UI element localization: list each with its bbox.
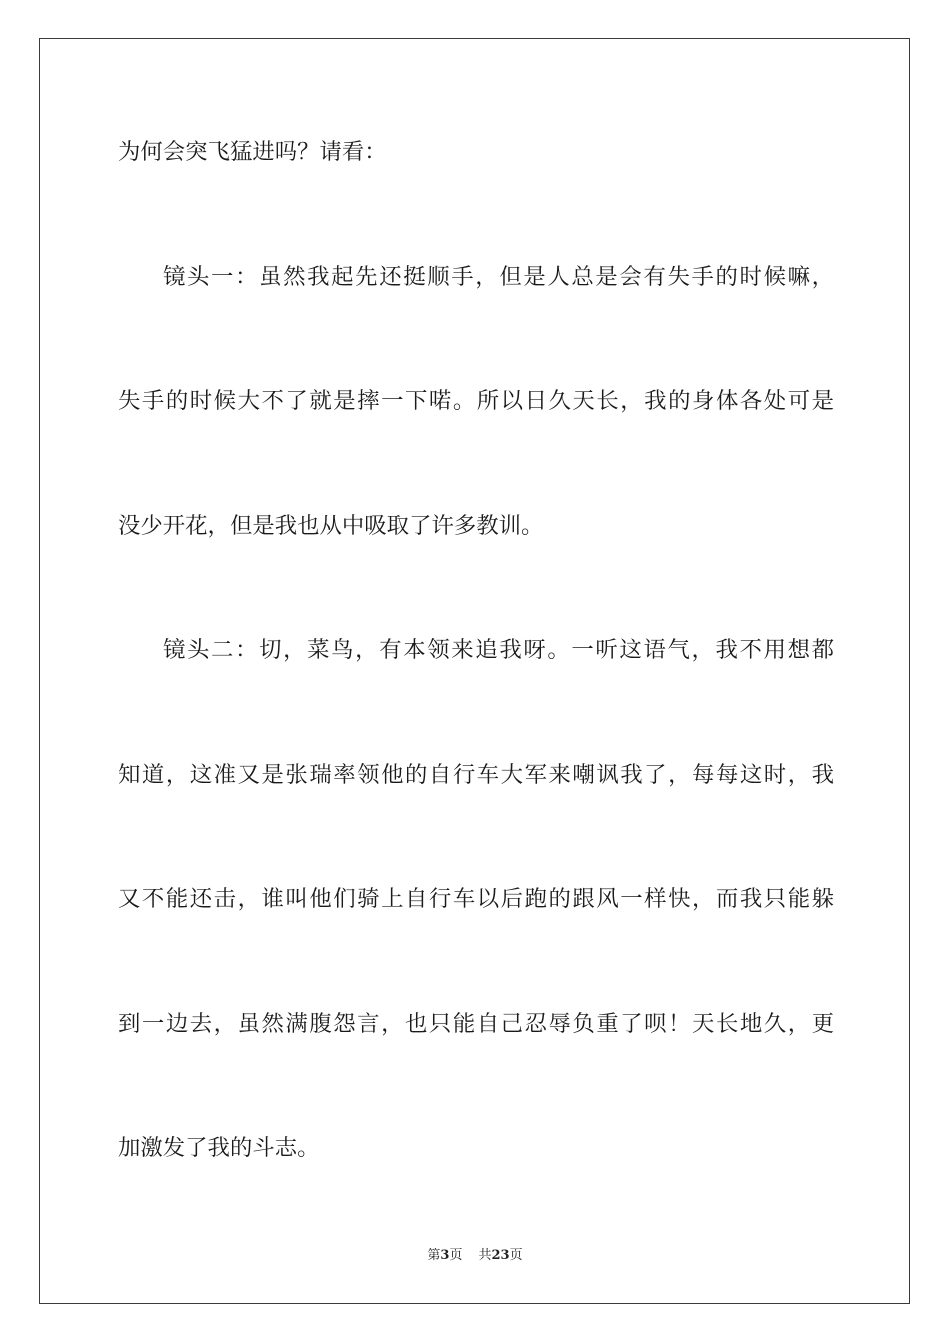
text-line-8: 到一边去，虽然满腹怨言，也只能自己忍辱负重了呗！天长地久，更 [118,1011,834,1037]
page-footer [0,1247,950,1265]
total-suffix: 页 [509,1248,523,1263]
text-line-4: 没少开花，但是我也从中吸取了许多教训。 [118,513,544,539]
text-line-1: 为何会突飞猛进吗？请看： [118,139,387,165]
page-number: 3 [440,1248,450,1263]
text-line-5: 镜头二：切，菜鸟，有本领来追我呀。一听这语气，我不用想都 [163,637,834,663]
text-line-7: 又不能还击，谁叫他们骑上自行车以后跑的跟风一样快，而我只能躲 [118,886,834,912]
text-line-3: 失手的时候大不了就是摔一下喏。所以日久天长，我的身体各处可是 [118,388,834,414]
page-border [39,38,910,1304]
text-line-6: 知道，这准又是张瑞率领他的自行车大军来嘲讽我了，每每这时，我 [118,762,834,788]
total-pages: 23 [491,1248,510,1263]
total-prefix: 共 [478,1248,492,1263]
text-line-2: 镜头一：虽然我起先还挺顺手，但是人总是会有失手的时候嘛， [163,264,834,290]
page-suffix: 页 [449,1248,463,1263]
page-prefix: 第 [427,1248,441,1263]
text-line-9: 加激发了我的斗志。 [118,1135,320,1161]
